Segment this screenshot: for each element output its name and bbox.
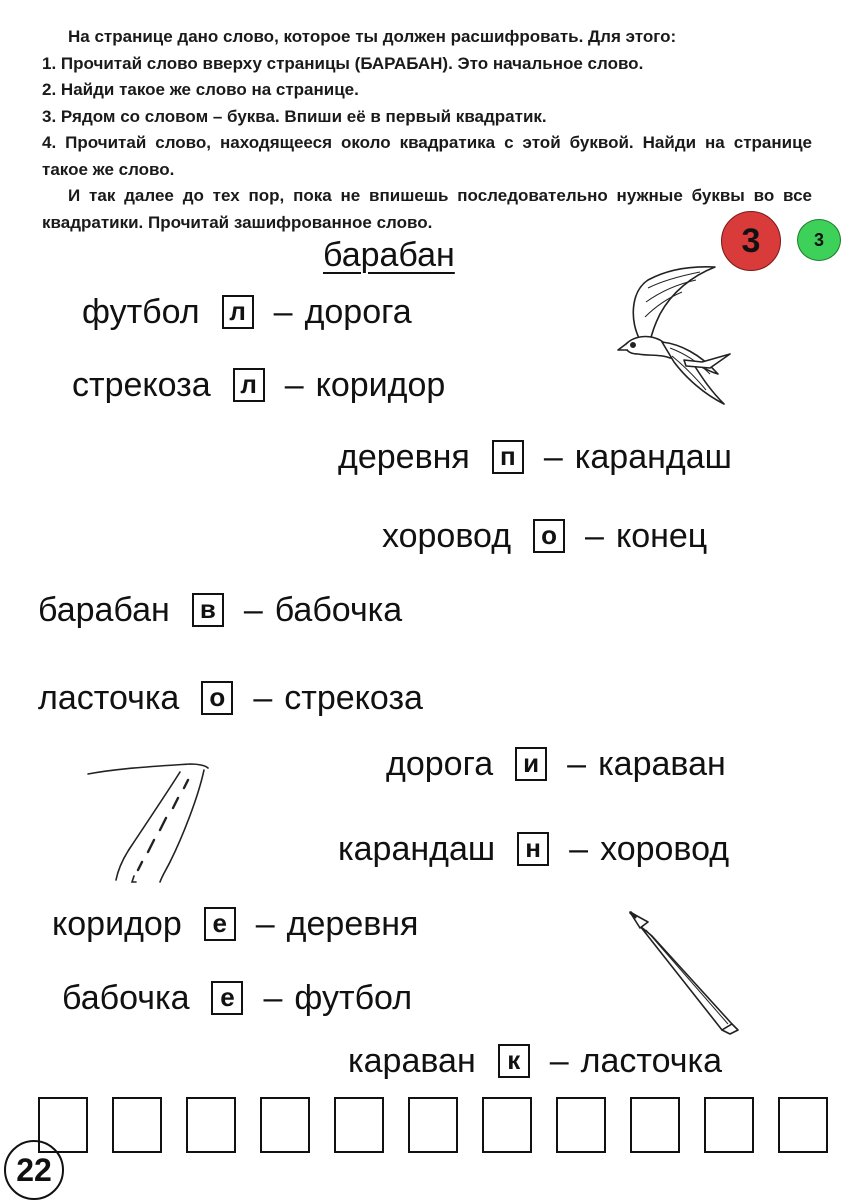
row-dash: – xyxy=(273,292,293,331)
row-dash: – xyxy=(549,1041,569,1080)
puzzle-row xyxy=(38,678,423,718)
answer-cell[interactable] xyxy=(630,1097,680,1153)
answer-cell[interactable] xyxy=(482,1097,532,1153)
row-dash: – xyxy=(567,744,587,783)
puzzle-row xyxy=(338,437,732,477)
row-dash: – xyxy=(255,904,275,943)
row-word-right: стрекоза xyxy=(284,678,423,717)
puzzle-row xyxy=(52,904,418,944)
row-word-left: ласточка xyxy=(38,678,180,717)
road-illustration xyxy=(80,758,220,886)
row-word-right: ласточка xyxy=(580,1041,722,1080)
row-dash: – xyxy=(253,678,273,717)
puzzle-row xyxy=(72,365,445,405)
puzzle-row xyxy=(38,590,402,630)
row-word-right: карандаш xyxy=(574,437,732,476)
letter-box: и xyxy=(515,747,547,781)
puzzle-row xyxy=(348,1041,722,1081)
letter-box: в xyxy=(192,593,224,627)
letter-box: е xyxy=(204,907,236,941)
swallow-illustration xyxy=(600,262,740,412)
row-word-left: деревня xyxy=(338,437,470,476)
instruction-step-2: 2. Найди такое же слово на странице. xyxy=(42,80,359,99)
puzzle-row xyxy=(82,292,412,332)
answer-cell[interactable] xyxy=(260,1097,310,1153)
row-word-right: хоровод xyxy=(600,829,730,868)
letter-box: л xyxy=(233,368,265,402)
row-word-left: караван xyxy=(348,1041,476,1080)
row-word-right: конец xyxy=(615,516,708,555)
answer-grid xyxy=(38,1097,828,1153)
answer-cell[interactable] xyxy=(112,1097,162,1153)
start-word-title: барабан xyxy=(323,236,455,274)
instruction-step-1: 1. Прочитай слово вверху страницы (БАРАБАН). Это начальное слово. xyxy=(42,53,644,73)
row-word-left: футбол xyxy=(82,292,200,331)
row-dash: – xyxy=(543,437,563,476)
letter-box: е xyxy=(211,981,243,1015)
letter-box: л xyxy=(222,295,254,329)
row-dash: – xyxy=(569,829,589,868)
row-word-left: коридор xyxy=(52,904,182,943)
page-number: 22 xyxy=(4,1140,64,1200)
answer-cell[interactable] xyxy=(556,1097,606,1153)
answer-cell[interactable] xyxy=(408,1097,458,1153)
letter-box: н xyxy=(517,832,549,866)
puzzle-row xyxy=(62,978,412,1018)
row-word-left: хоровод xyxy=(382,516,512,555)
row-dash: – xyxy=(263,978,283,1017)
instructions-intro: На странице дано слово, которое ты должен расшифровать. Для этого: xyxy=(68,27,677,46)
score-badge-green: 3 xyxy=(797,219,841,261)
row-dash: – xyxy=(284,365,304,404)
answer-cell[interactable] xyxy=(778,1097,828,1153)
row-word-left: барабан xyxy=(38,590,170,629)
letter-box: п xyxy=(492,440,524,474)
answer-cell[interactable] xyxy=(186,1097,236,1153)
row-word-left: стрекоза xyxy=(72,365,211,404)
row-dash: – xyxy=(585,516,604,555)
letter-box: о xyxy=(201,681,233,715)
score-badge-red: 3 xyxy=(721,211,781,271)
row-word-right: бабочка xyxy=(274,590,403,629)
instructions-outro: И так далее до тех пор, пока не впишешь последовательно нужные буквы во все квадратики. Прочитай зашифрованное слово. xyxy=(42,186,812,232)
letter-box: к xyxy=(498,1044,530,1078)
row-dash: – xyxy=(243,590,263,629)
puzzle-row xyxy=(382,516,707,556)
pencil-illustration xyxy=(626,906,746,1036)
puzzle-row xyxy=(338,829,729,869)
row-word-left: дорога xyxy=(386,744,494,783)
letter-box: о xyxy=(533,519,565,553)
row-word-left: бабочка xyxy=(62,978,190,1017)
row-word-right: деревня xyxy=(286,904,419,943)
instructions xyxy=(42,24,812,236)
answer-cell[interactable] xyxy=(334,1097,384,1153)
answer-cell[interactable] xyxy=(704,1097,754,1153)
row-word-right: футбол xyxy=(294,978,413,1017)
instruction-step-3: 3. Рядом со словом – буква. Впиши её в первый квадратик. xyxy=(42,106,547,126)
instruction-step-4: 4. Прочитай слово, находящееся около квадратика с этой буквой. Найди на странице такое же слово. xyxy=(42,133,812,179)
row-word-right: караван xyxy=(598,744,726,783)
row-word-right: дорога xyxy=(304,292,412,331)
row-word-left: карандаш xyxy=(338,829,496,868)
row-word-right: коридор xyxy=(315,365,446,404)
puzzle-row xyxy=(386,744,726,784)
